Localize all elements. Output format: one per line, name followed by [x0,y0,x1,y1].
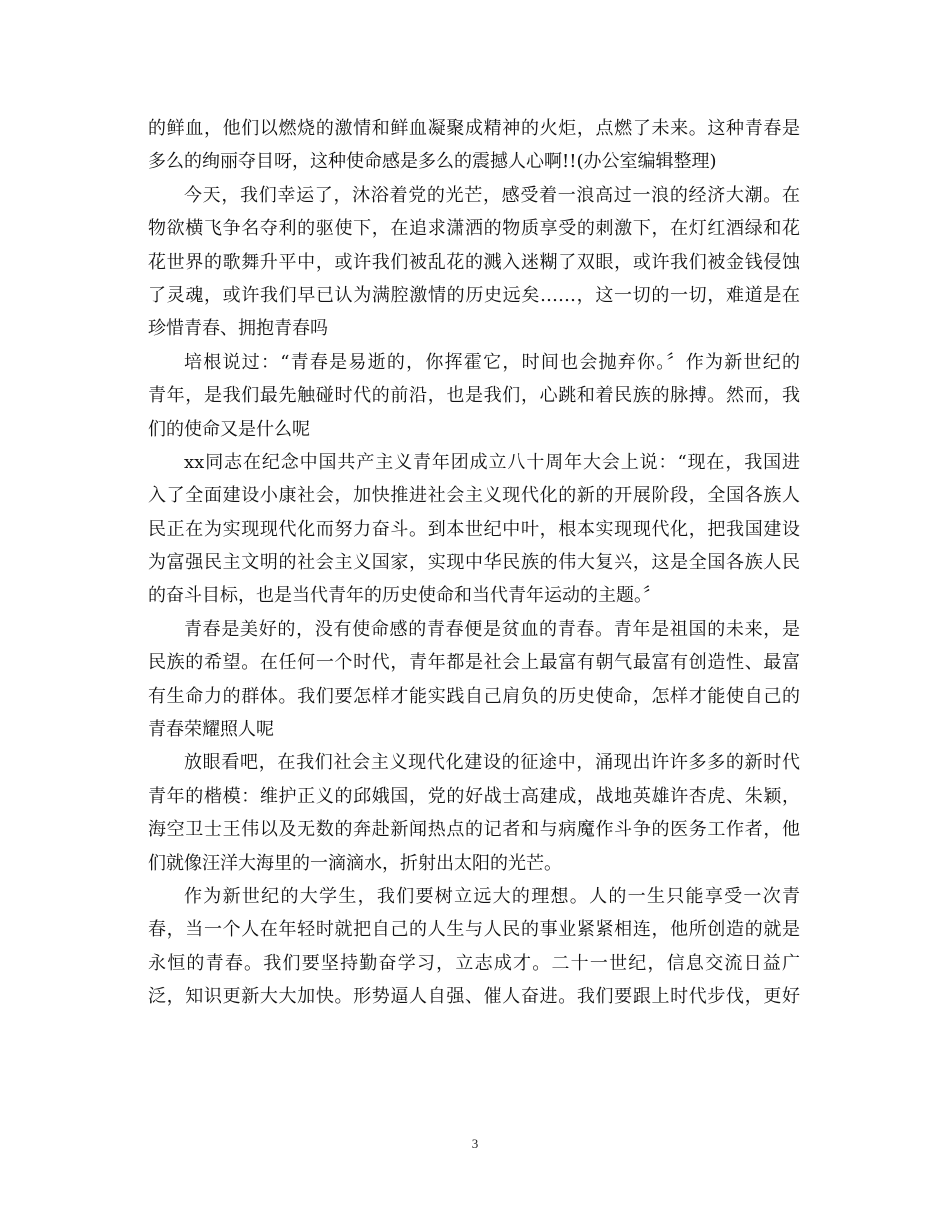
text-line: 青年，是我们最先触碰时代的前沿，也是我们，心跳和着民族的脉搏。然而，我 [148,385,800,407]
text-line: 花世界的歌舞升平中，或许我们被乱花的溅入迷糊了双眼，或许我们被金钱侵蚀 [148,251,800,273]
text-line: 多么的绚丽夺目呀，这种使命感是多么的震撼人心啊!!(办公室编辑整理) [148,151,717,173]
text-line: 今天，我们幸运了，沐浴着党的光芒，感受着一浪高过一浪的经济大潮。在 [184,184,800,206]
paragraph [148,446,800,613]
text-line: 放眼看吧，在我们社会主义现代化建设的征途中，涌现出许许多多的新时代 [184,752,800,774]
text-line: 春，当一个人在年轻时就把自己的人生与人民的事业紧紧相连，他所创造的就是 [148,919,800,941]
paragraph [148,179,800,346]
text-line: 为富强民主文明的社会主义国家，实现中华民族的伟大复兴，这是全国各族人民 [148,552,800,574]
text-line: 了灵魂，或许我们早已认为满腔激情的历史远矣……，这一切的一切，难道是在 [148,284,800,306]
text-line: 物欲横飞争名夺利的驱使下，在追求潇洒的物质享受的刺激下，在灯红酒绿和花 [148,218,800,240]
paragraph [148,346,800,446]
text-line: 永恒的青春。我们要坚持勤奋学习，立志成才。二十一世纪，信息交流日益广 [148,952,800,974]
text-line: 泛，知识更新大大加快。形势逼人自强、催人奋进。我们要跟上时代步伐，更好 [148,986,800,1008]
paragraph [148,613,800,747]
paragraph [148,880,800,1014]
text-line: 入了全面建设小康社会，加快推进社会主义现代化的新的开展阶段，全国各族人 [148,485,800,507]
text-line: 作为新世纪的大学生，我们要树立远大的理想。人的一生只能享受一次青 [184,885,800,907]
text-line: 青春是美好的，没有使命感的青春便是贫血的青春。青年是祖国的未来，是 [184,618,800,640]
text-line: 民正在为实现现代化而努力奋斗。到本世纪中叶，根本实现现代化，把我国建设 [148,518,800,540]
text-line: 们的使命又是什么呢 [148,418,310,440]
text-line: 的奋斗目标，也是当代青年的历史使命和当代青年运动的主题。〞 [148,585,661,607]
document-body [148,112,800,1014]
text-line: 培根说过：“青春是易逝的，你挥霍它，时间也会抛弃你。〞作为新世纪的 [184,351,800,373]
text-line: 的鲜血，他们以燃烧的激情和鲜血凝聚成精神的火炬，点燃了未来。这种青春是 [148,118,800,139]
text-line: xx同志在纪念中国共产主义青年团成立八十周年大会上说：“现在，我国进 [184,451,800,473]
paragraph [148,746,800,880]
text-line: 海空卫士王伟以及无数的奔赴新闻热点的记者和与病魔作斗争的医务工作者，他 [148,819,800,841]
paragraph [148,112,800,179]
text-line: 珍惜青春、拥抱青春吗 [148,318,328,340]
text-line: 们就像汪洋大海里的一滴滴水，折射出太阳的光芒。 [148,852,562,874]
text-line: 青年的楷模：维护正义的邱娥国，党的好战士高建成，战地英雄许杏虎、朱颖， [148,785,800,807]
text-line: 民族的希望。在任何一个时代，青年都是社会上最富有朝气最富有创造性、最富 [148,652,800,674]
text-line: 有生命力的群体。我们要怎样才能实践自己肩负的历史使命，怎样才能使自己的 [148,685,800,707]
page-number: 3 [471,1136,479,1151]
text-line: 青春荣耀照人呢 [148,719,274,741]
